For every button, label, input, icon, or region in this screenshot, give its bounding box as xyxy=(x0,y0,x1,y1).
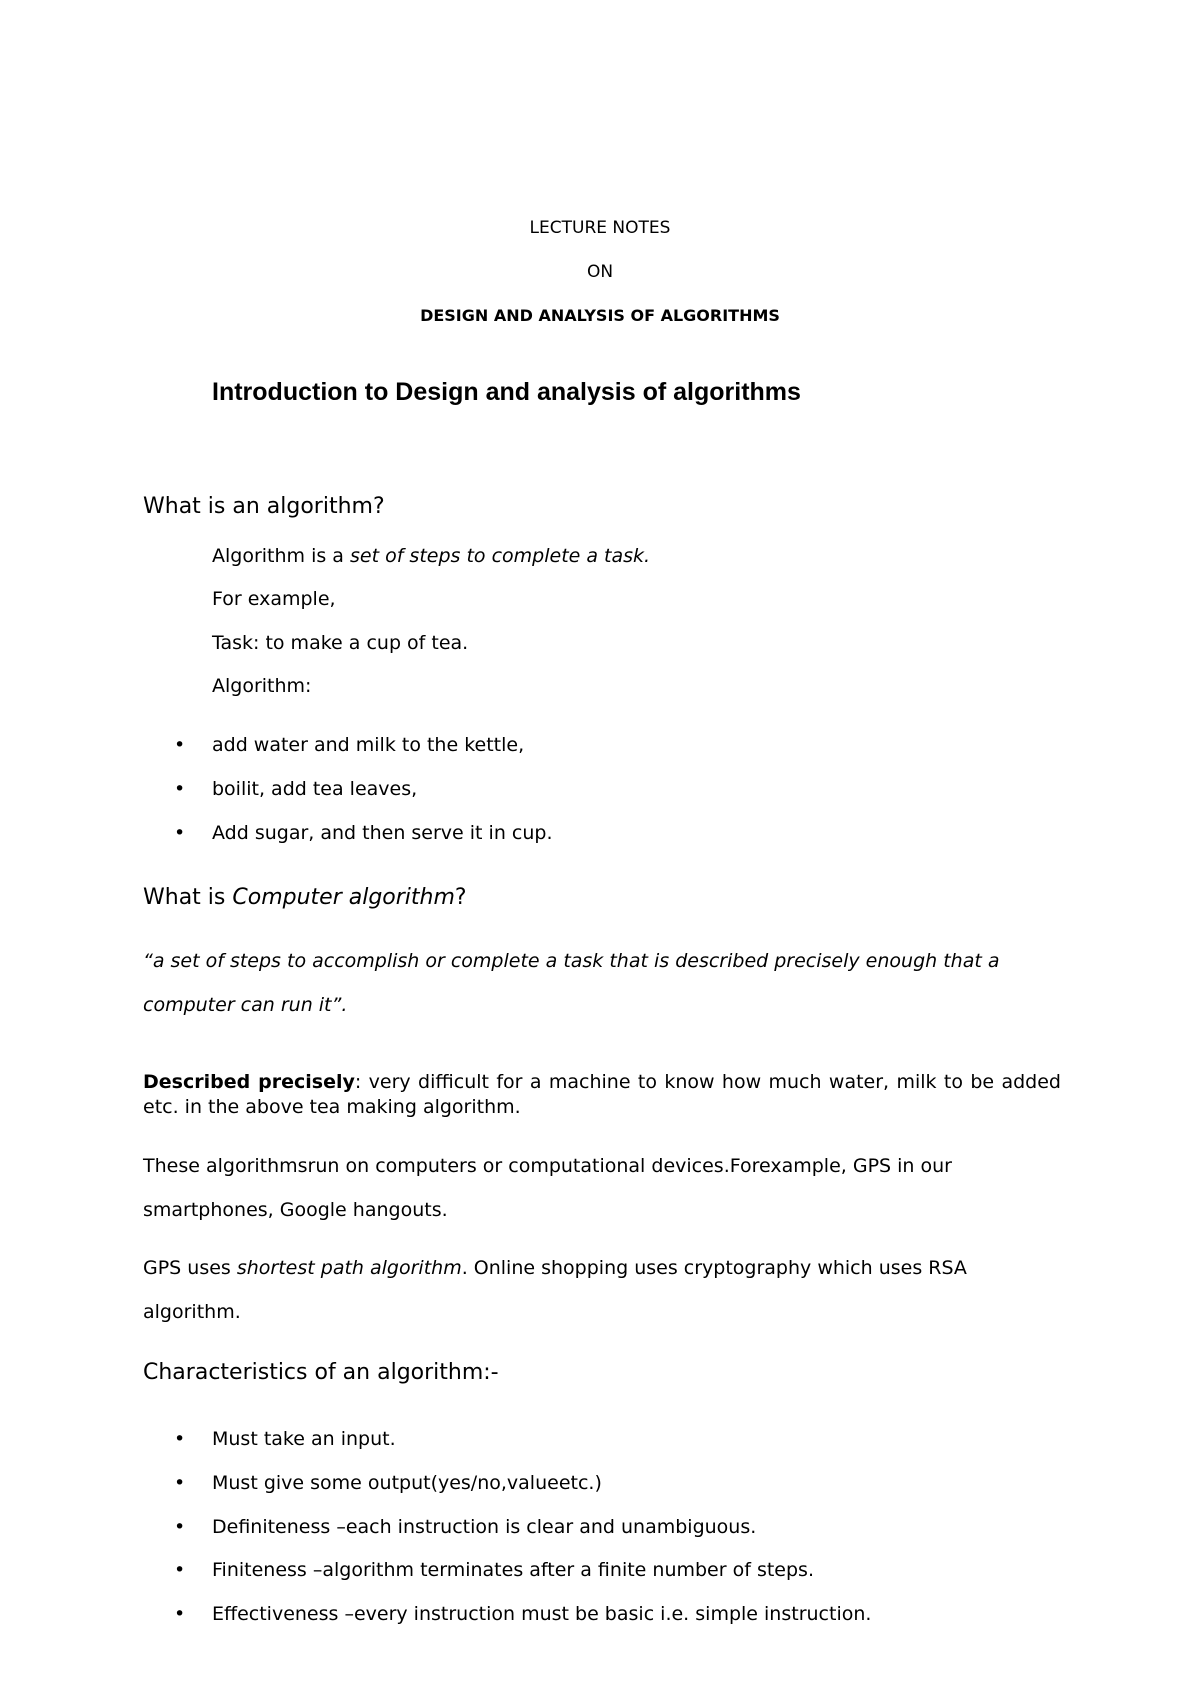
task-text: Task: to make a cup of tea. xyxy=(212,632,469,654)
list-item: Definiteness –each instruction is clear and unambiguous. xyxy=(212,1516,757,1538)
main-heading: Introduction to Design and analysis of algorithms xyxy=(212,378,801,406)
section-heading-what-is-algorithm: What is an algorithm? xyxy=(143,494,385,519)
bullet-icon: • xyxy=(174,1472,186,1494)
for-example-text: For example, xyxy=(212,588,336,610)
bullet-icon: • xyxy=(174,1428,186,1450)
algorithm-definition: Algorithm is a set of steps to complete a task. xyxy=(212,545,651,567)
list-item: Effectiveness –every instruction must be basic i.e. simple instruction. xyxy=(212,1603,872,1625)
bullet-icon: • xyxy=(174,1559,186,1581)
gps-line-2: algorithm. xyxy=(143,1301,241,1323)
bullet-icon: • xyxy=(174,1603,186,1625)
bullet-icon: • xyxy=(174,1516,186,1538)
list-item: Must take an input. xyxy=(212,1428,396,1450)
quote-line-1: “a set of steps to accomplish or complete a task that is described precisely enough that a xyxy=(143,950,1000,972)
title-line-subject: DESIGN AND ANALYSIS OF ALGORITHMS xyxy=(420,306,780,325)
title-line-on: ON xyxy=(586,262,614,282)
list-item: Must give some output(yes/no,valueetc.) xyxy=(212,1472,602,1494)
quote-line-2: computer can run it”. xyxy=(143,994,348,1016)
devices-line-2: smartphones, Google hangouts. xyxy=(143,1199,448,1221)
list-item: boilit, add tea leaves, xyxy=(212,778,418,800)
list-item: Finiteness –algorithm terminates after a finite number of steps. xyxy=(212,1559,814,1581)
devices-line-1: These algorithmsrun on computers or computational devices.Forexample, GPS in our xyxy=(143,1155,952,1177)
list-item: Add sugar, and then serve it in cup. xyxy=(212,822,553,844)
described-precisely-line-2: etc. in the above tea making algorithm. xyxy=(143,1096,521,1118)
described-precisely-line-1: Described precisely: very difficult for a machine to know how much water, milk to be added xyxy=(143,1071,1061,1093)
bullet-icon: • xyxy=(174,778,186,800)
section-heading-computer-algorithm: What is Computer algorithm? xyxy=(143,885,467,910)
bullet-icon: • xyxy=(174,822,186,844)
section-heading-characteristics: Characteristics of an algorithm:- xyxy=(143,1360,499,1385)
list-item: add water and milk to the kettle, xyxy=(212,734,525,756)
algorithm-label: Algorithm: xyxy=(212,675,312,697)
bullet-icon: • xyxy=(174,734,186,756)
title-line-lecture-notes: LECTURE NOTES xyxy=(529,218,671,238)
gps-line-1: GPS uses shortest path algorithm. Online shopping uses cryptography which uses RSA xyxy=(143,1257,967,1279)
